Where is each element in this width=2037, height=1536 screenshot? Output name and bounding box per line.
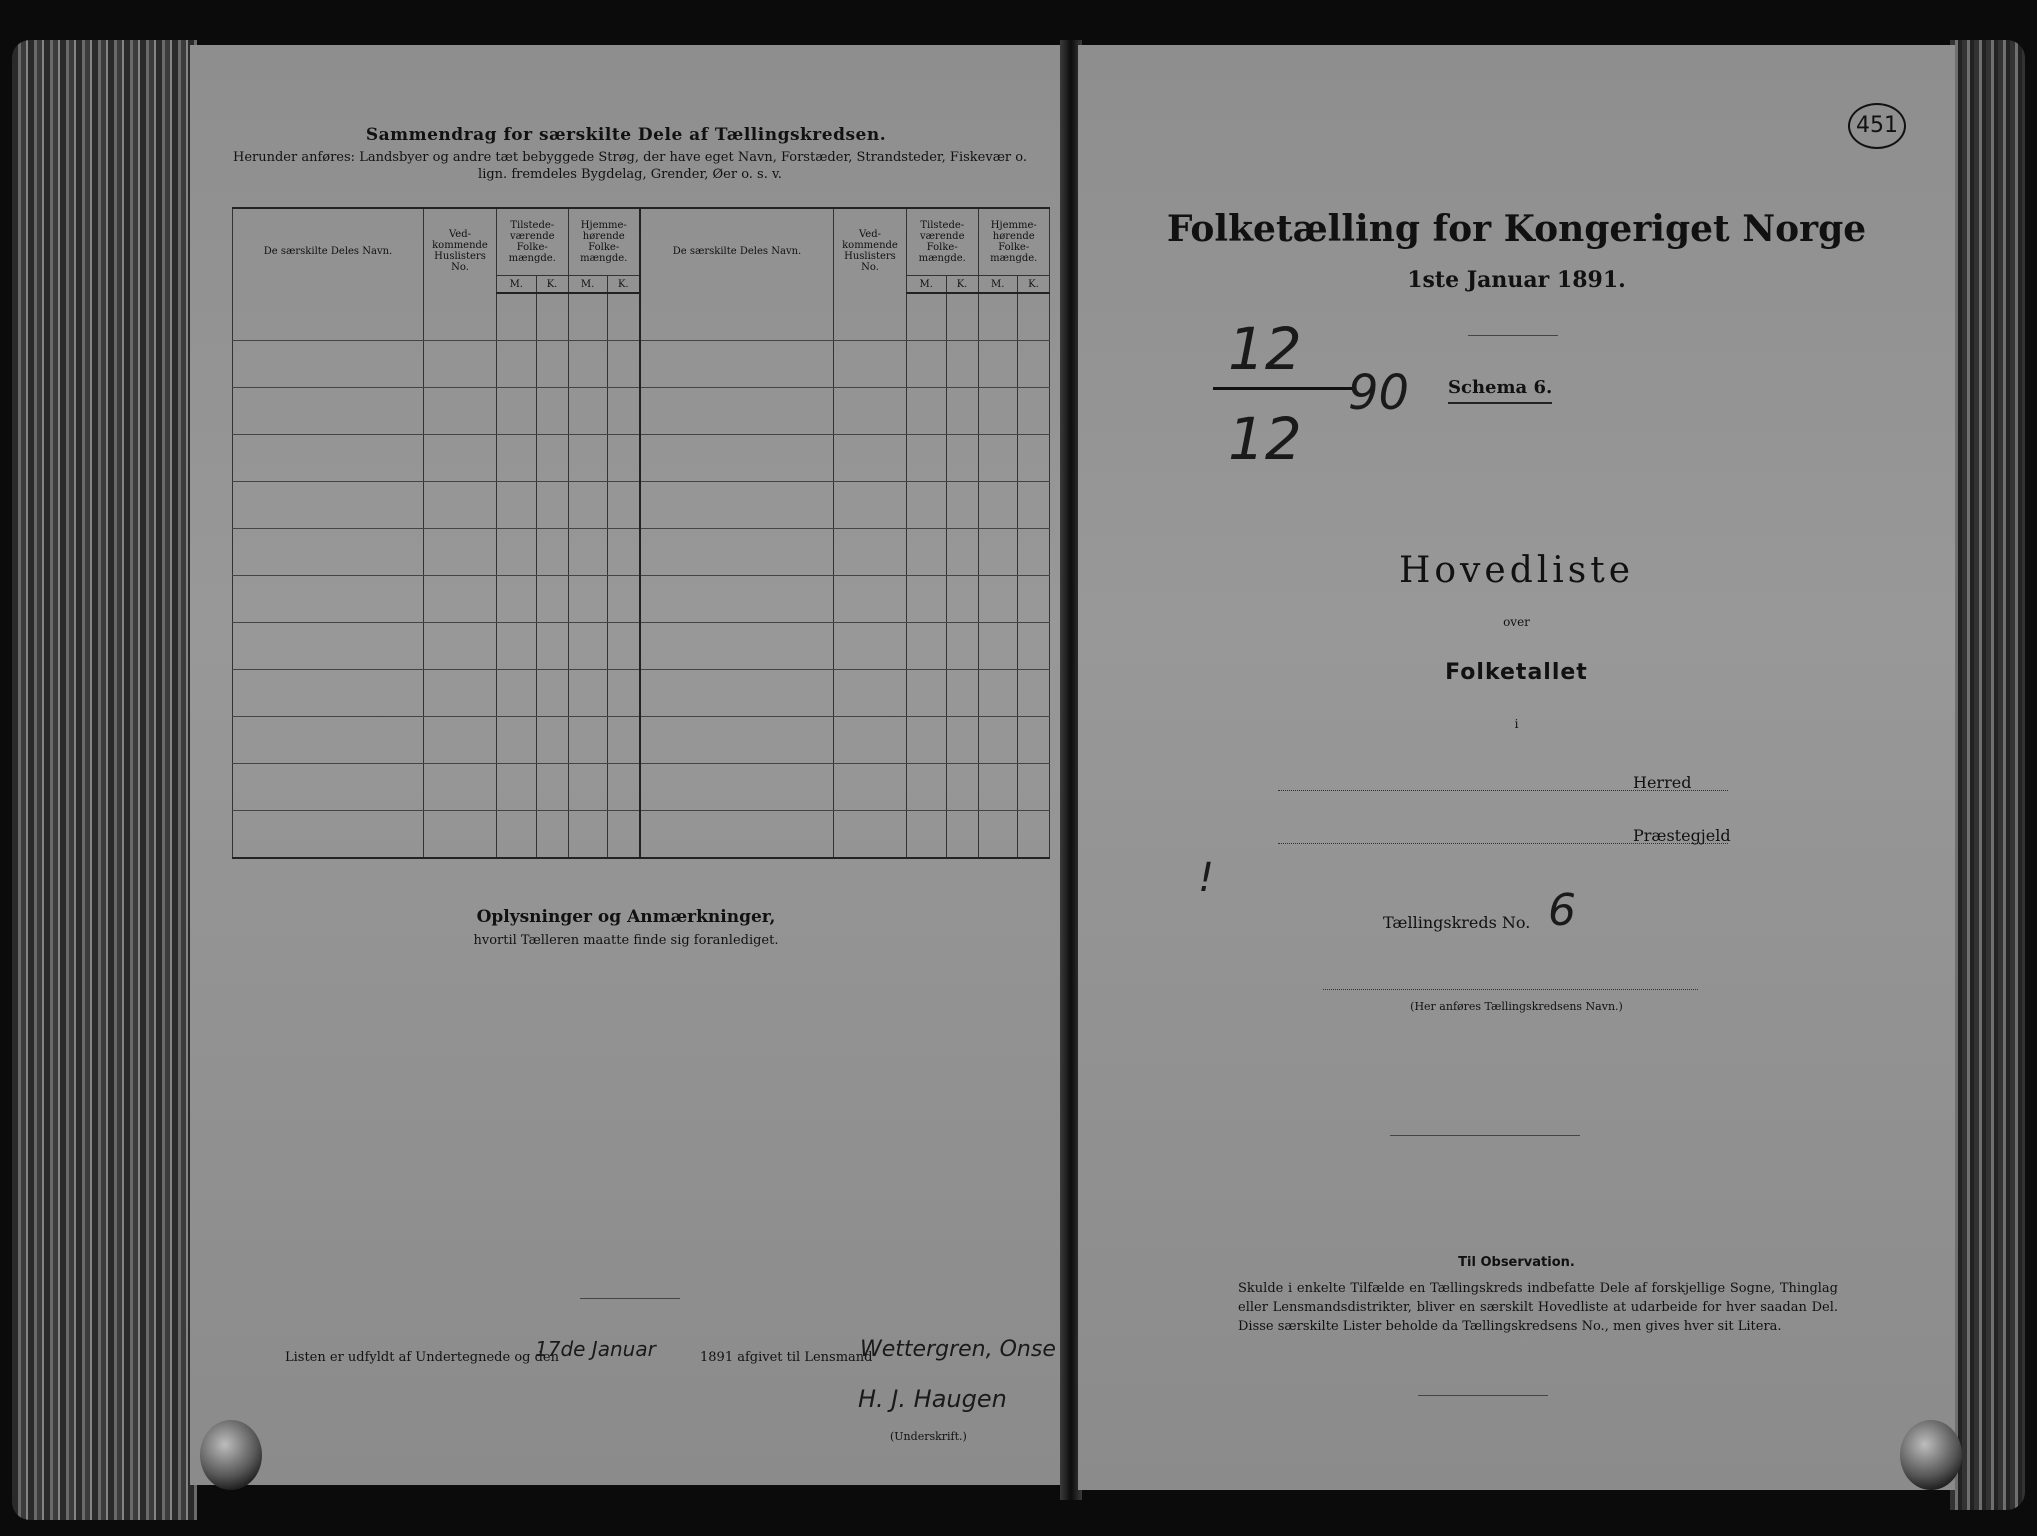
summary-title: Sammendrag for særskilte Dele af Tællingskredsen. [365,125,887,145]
oplysninger-subtitle: hvortil Tælleren maatte finde sig foranlediget. [473,933,779,948]
divider [580,1298,680,1299]
table-row [233,575,1050,622]
handwritten-date: 17de Januar [535,1337,656,1361]
table-row [233,763,1050,810]
handwritten-margin-mark: ! [1198,855,1215,901]
year-text: 1891 afgivet til Lensmand [700,1350,873,1365]
listen-text: Listen er udfyldt af Undertegnede og den [285,1350,559,1365]
col-k: K. [1018,276,1050,294]
census-title: Folketælling for Kongeriget Norge [1166,208,1867,250]
hovedliste-heading: Hovedliste [1398,550,1635,591]
handwritten-signature-counter: H. J. Haugen [858,1385,1007,1413]
col-m: M. [568,276,607,294]
handwritten-signature-lensmand: Wettergren, Onse [860,1337,1056,1362]
herred-label: Herred [1633,773,1692,792]
table-row [233,434,1050,481]
table-row [233,528,1050,575]
observation-title: Til Observation. [1458,1255,1575,1270]
table-row [233,481,1050,528]
col-hjemme-header-2: Hjemme-hørende Folke-mængde. [978,208,1049,276]
page-number-stamp: 451 [1848,103,1906,149]
underskrift-label: (Underskrift.) [890,1430,967,1443]
table-row [233,388,1050,435]
summary-table [232,207,1050,859]
kreds-name-dotted-line [1323,989,1698,990]
schema-label: Schema 6. [1448,377,1552,404]
col-k: K. [536,276,568,294]
col-huslister-header-2: Ved-kommende Huslisters No. [833,208,906,293]
right-page [1078,45,1955,1490]
col-m: M. [497,276,537,294]
col-name-header: De særskilte Deles Navn. [233,208,424,293]
table-row [233,716,1050,763]
table-row [233,622,1050,669]
book-clasp-right [1900,1420,1962,1490]
col-m: M. [906,276,946,294]
divider [1418,1395,1548,1396]
divider [1468,335,1558,336]
col-k: K. [607,276,640,294]
col-name-header-2: De særskilte Deles Navn. [640,208,834,293]
oplysninger-title: Oplysninger og Anmærkninger, [476,907,776,927]
table-row [233,810,1050,858]
handwritten-number-bottom: 12 [1228,405,1302,473]
praestegjeld-label: Præstegjeld [1633,826,1731,845]
col-m: M. [978,276,1018,294]
left-page-stack [12,40,197,1520]
col-hjemme-header: Hjemme-hørende Folke-mængde. [568,208,640,276]
col-tilstede-header: Tilstede-værende Folke-mængde. [497,208,569,276]
handwritten-number-top: 12 [1228,315,1302,383]
i-text: i [1514,717,1519,731]
over-text: over [1503,615,1530,629]
handwritten-taellingskreds-number: 6 [1548,885,1576,936]
left-page [190,45,1062,1485]
book-clasp-left [200,1420,262,1490]
handwritten-year: 90 [1348,365,1410,421]
census-date: 1ste Januar 1891. [1407,267,1626,293]
col-k: K. [946,276,978,294]
col-huslister-header: Ved-kommende Huslisters No. [424,208,497,293]
handwritten-fraction-line [1213,387,1353,390]
summary-description: Herunder anføres: Landsbyer og andre tæt bebyggede Strøg, der have eget Navn, Forstæder, Strandsteder, Fiskevær o. lign. fremdeles Bygdelag, Grender, Øer o. s. v. [232,150,1027,182]
taellingskreds-label: Tællingskreds No. [1383,913,1531,932]
kreds-name-note: (Her anføres Tællingskredsens Navn.) [1410,1000,1623,1013]
divider [1390,1135,1580,1136]
table-row [233,341,1050,388]
right-page-stack [1950,40,2025,1510]
folketallet-heading: Folketallet [1445,660,1588,685]
table-row [233,293,1050,341]
col-tilstede-header-2: Tilstede-værende Folke-mængde. [906,208,978,276]
observation-text: Skulde i enkelte Tilfælde en Tællingskreds indbefatte Dele af forskjellige Sogne, Thinglag eller Lensmandsdistrikter, bliver en særskilt Hovedliste at udarbeide for hver saadan Del. Disse særskilte Lister beholde da Tællingskredsens No., men gives hver sit Litera. [1238,1281,1838,1334]
table-row [233,669,1050,716]
